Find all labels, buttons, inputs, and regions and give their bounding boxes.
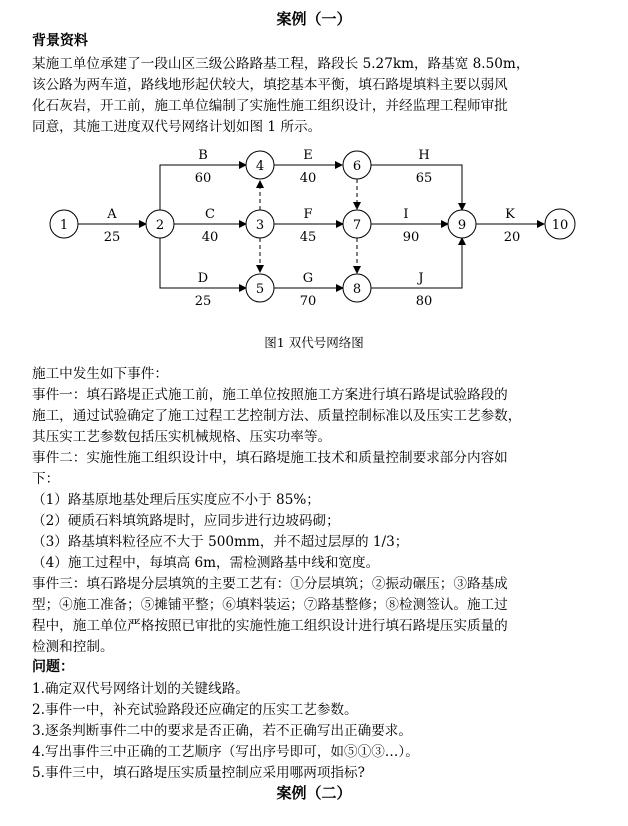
activity-i-duration: 90 [402,230,420,245]
node-1 [50,210,78,238]
background-line: 同意，其施工进度双代号网络计划如图 1 所示。 [32,119,322,135]
activity-j-name: J [418,271,424,286]
background-line: 该公路为两车道，路线地形起伏较大，填挖基本平衡，填石路堤填料主要以弱风 [32,77,508,93]
activity-e-name: E [303,148,313,163]
event-line: 事件三：填石路堤分层填筑的主要工艺有：①分层填筑；②振动碾压；③路基成 [32,576,508,592]
activity-h-name: H [418,148,430,163]
background-line: 化石灰岩，开工前，施工单位编制了实施性施工组织设计，并经监理工程师审批 [32,98,508,114]
event-line: 施工，通过试验确定了施工过程工艺控制方法、质量控制标准以及压实工艺参数， [32,408,522,424]
event-line: 事件二：实施性施工组织设计中，填石路堤施工技术和质量控制要求部分内容如 [32,450,508,466]
question-item: 4.写出事件三中正确的工艺顺序（写出序号即可，如⑤①③…）。 [32,744,419,760]
activity-h-duration: 65 [415,171,433,186]
node-8-label: 8 [352,282,362,297]
node-4 [246,151,274,179]
node-2-label: 2 [155,218,165,233]
node-2 [146,210,174,238]
node-5 [246,274,274,302]
event-line: 事件一：填石路堤正式施工前，施工单位按照施工方案进行填石路堤试验路段的 [32,387,508,403]
question-item: 2.事件一中，补充试验路段还应确定的压实工艺参数。 [32,702,358,718]
activity-j-duration: 80 [415,294,433,309]
background-line: 某施工单位承建了一段山区三级公路路基工程，路段长 5.27km，路基宽 8.50m， [32,56,530,72]
question-item: 1.确定双代号网络计划的关键线路。 [32,681,249,697]
node-6-label: 6 [352,159,362,174]
case-one-title: 案例（一） [276,10,352,28]
activity-b-name: B [198,148,208,163]
event-line: 下： [32,471,60,487]
event-line: （2）硬质石料填筑路堤时，应同步进行边坡码砌； [32,513,340,529]
node-3-label: 3 [255,218,265,233]
activity-f-duration: 45 [299,230,317,245]
activity-i-name: I [403,207,409,222]
figure-caption: 图1 双代号网络图 [264,335,364,350]
node-8 [343,274,371,302]
activity-c-duration: 40 [201,230,219,245]
activity-g-duration: 70 [299,294,317,309]
node-9-label: 9 [457,218,467,233]
questions-heading: 问题： [32,659,74,675]
event-line: 程中，施工单位严格按照已审批的实施性施工组织设计进行填石路堤压实质量的 [32,618,508,634]
activity-b-duration: 60 [194,171,212,186]
node-9 [448,210,476,238]
events-intro: 施工中发生如下事件： [32,366,168,382]
activity-g-name: G [302,271,314,286]
event-line: 检测和控制。 [32,639,114,655]
activity-a-duration: 25 [103,230,121,245]
node-4-label: 4 [255,159,265,174]
event-line: （3）路基填料粒径应不大于 500mm，并不超过层厚的 1/3； [32,534,409,550]
node-10 [545,209,575,239]
activity-e-duration: 40 [299,171,317,186]
question-item: 3.逐条判断事件二中的要求是否正确，若不正确写出正确要求。 [32,723,412,739]
activity-c-name: C [205,207,215,222]
background-heading: 背景资料 [32,33,88,49]
node-7 [343,210,371,238]
node-7-label: 7 [352,218,362,233]
activity-d-name: D [197,271,209,286]
node-1-label: 1 [59,218,69,233]
event-line: （1）路基原地基处理后压实度应不小于 85%； [32,492,320,508]
node-6 [343,151,371,179]
node-10-label: 10 [551,218,569,233]
event-line: （4）施工过程中，每填高 6m，需检测路基中线和宽度。 [32,555,380,571]
event-line: 其压实工艺参数包括压实机械规格、压实功率等。 [32,429,332,445]
activity-k-name: K [505,207,515,222]
network-diagram [40,148,600,323]
node-3 [246,210,274,238]
activity-a-name: A [107,207,117,222]
activity-d-duration: 25 [194,294,212,309]
question-item: 5.事件三中，填石路堤压实质量控制应采用哪两项指标? [32,765,365,781]
activity-arrow-j [371,238,462,288]
activity-k-duration: 20 [503,230,521,245]
event-line: 型；④施工准备；⑤摊铺平整；⑥填料装运；⑦路基整修；⑧检测签认。施工过 [32,597,508,613]
activity-f-name: F [303,207,313,222]
node-5-label: 5 [255,282,265,297]
case-two-title: 案例（二） [276,784,352,802]
